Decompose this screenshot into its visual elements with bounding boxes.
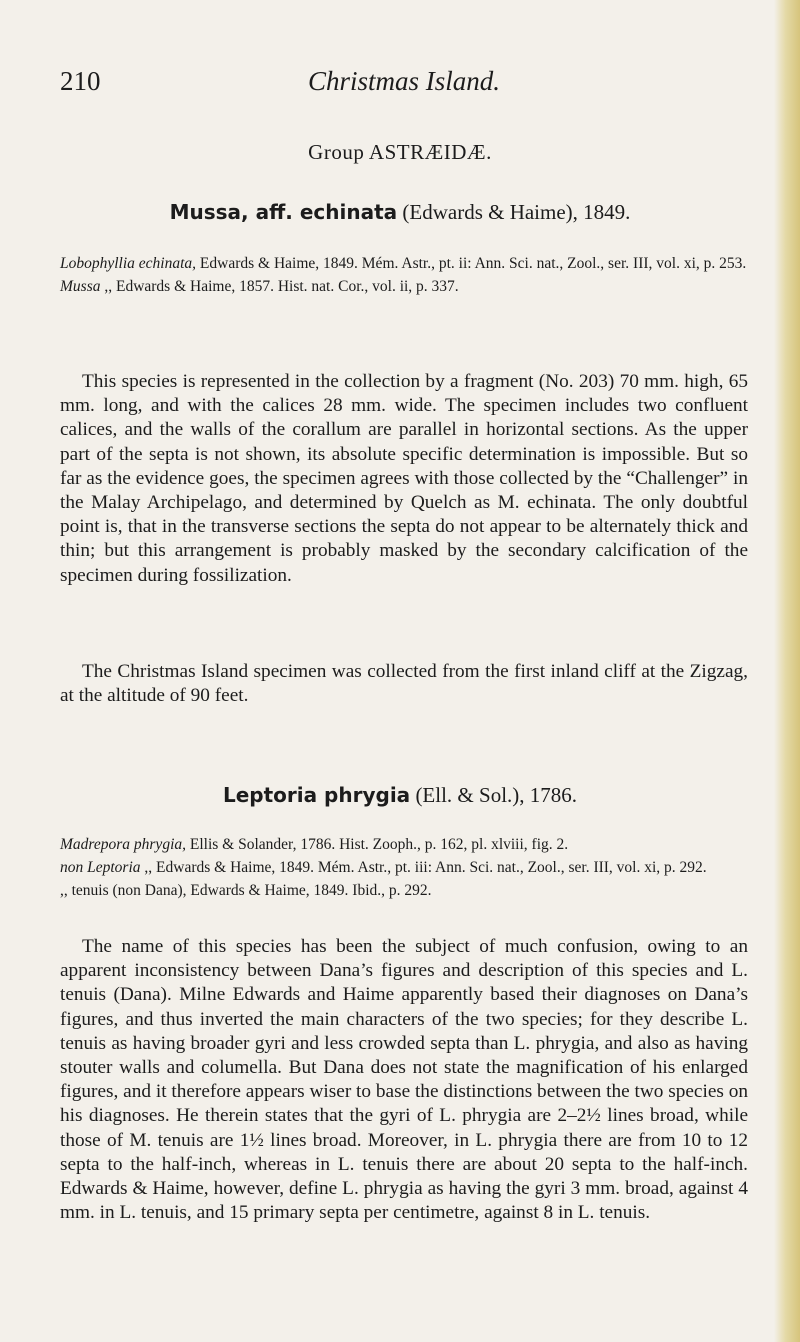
body-paragraph: The name of this species has been the subject of much confusion, owing to an apparent inconsistency between Dana’s figures and description of this species and L. tenuis (Dana). Milne Edwards and Haime apparently based their diagnoses on Dana’s figures, and thus inverted the main characters of the two species; for they describe L. tenuis as having broader gyri and less crowded septa than L. phrygia, and also as having stouter walls and columella. But Dana does not state the magnification of his enlarged figures, and it therefore appears wiser to base the distinctions between the two species on his diagnoses. He therein states that the gyri of L. phrygia are 2–2½ lines broad, while those of M. tenuis are 1½ lines broad. Moreover, in L. phrygia there are from 10 to 12 septa to the half-inch, whereas in L. tenuis there are about 20 septa to the half-inch. Edwards & Haime, however, define L. phrygia as having the gyri 3 mm. broad, against 4 mm. in L. tenuis, and 15 primary septa per centimetre, against 8 in L. tenuis. [60, 936, 749, 1224]
synonym-reference: ,, tenuis (non Dana), Edwards & Haime, 1849. Ibid., p. 292. [60, 882, 432, 899]
page-header [60, 66, 748, 106]
species-heading-mussa [0, 200, 800, 225]
synonym-genus: non Leptoria [60, 859, 141, 876]
synonymy-entry [60, 833, 750, 856]
body-paragraph: This species is represented in the collection by a fragment (No. 203) 70 mm. high, 65 mm. long, and with the calices 28 mm. wide. The specimen includes two confluent calices, and the walls of the corallum are parallel in horizontal sections. As the upper part of the septa is not shown, its absolute specific determination is impossible. But so far as the evidence goes, the specimen agrees with those collected by the “Challenger” in the Malay Archipelago, and determined by Quelch as M. echinata. The only doubtful point is, that in the transverse sections the septa do not appear to be alternately thick and thin; but this arrangement is probably masked by the secondary calcification of the specimen during fossilization. [60, 371, 748, 586]
species-authority: (Ell. & Sol.), 1786. [415, 783, 578, 807]
group-title: Group ASTRÆIDÆ. [308, 140, 492, 164]
species-name: Leptoria phrygia [222, 783, 411, 807]
synonym-reference: Edwards & Haime, 1849. Mém. Astr., pt. ii: Ann. Sci. nat., Zool., ser. III, vol. xi, p. 253. [199, 255, 747, 272]
synonym-genus: Madrepora phrygia, [60, 836, 186, 853]
synonymy-list-mussa [60, 252, 750, 298]
species-heading-leptoria [0, 783, 800, 808]
page-number: 210 [60, 66, 101, 96]
species-name: Mussa, aff. echinata [169, 200, 398, 224]
species-authority: (Edwards & Haime), 1849. [402, 200, 631, 224]
synonym-reference: ,, Edwards & Haime, 1857. Hist. nat. Cor., vol. ii, p. 337. [104, 278, 459, 295]
synonym-reference: ,, Edwards & Haime, 1849. Mém. Astr., pt. iii: Ann. Sci. nat., Zool., ser. III, vol. xi, p. 292. [144, 859, 707, 876]
synonymy-entry [60, 856, 750, 879]
synonymy-list-leptoria [60, 833, 750, 902]
body-paragraph: The Christmas Island specimen was collected from the first inland cliff at the Zigzag, at the altitude of 90 feet. [60, 661, 748, 707]
synonym-reference: Ellis & Solander, 1786. Hist. Zooph., p. 162, pl. xlviii, fig. 2. [189, 836, 569, 853]
synonymy-entry [60, 252, 750, 275]
synonym-genus: Mussa [60, 278, 101, 295]
running-title: Christmas Island. [307, 66, 501, 96]
synonym-genus: Lobophyllia echinata, [60, 255, 197, 272]
synonymy-entry [60, 275, 750, 298]
synonymy-entry [60, 879, 750, 902]
